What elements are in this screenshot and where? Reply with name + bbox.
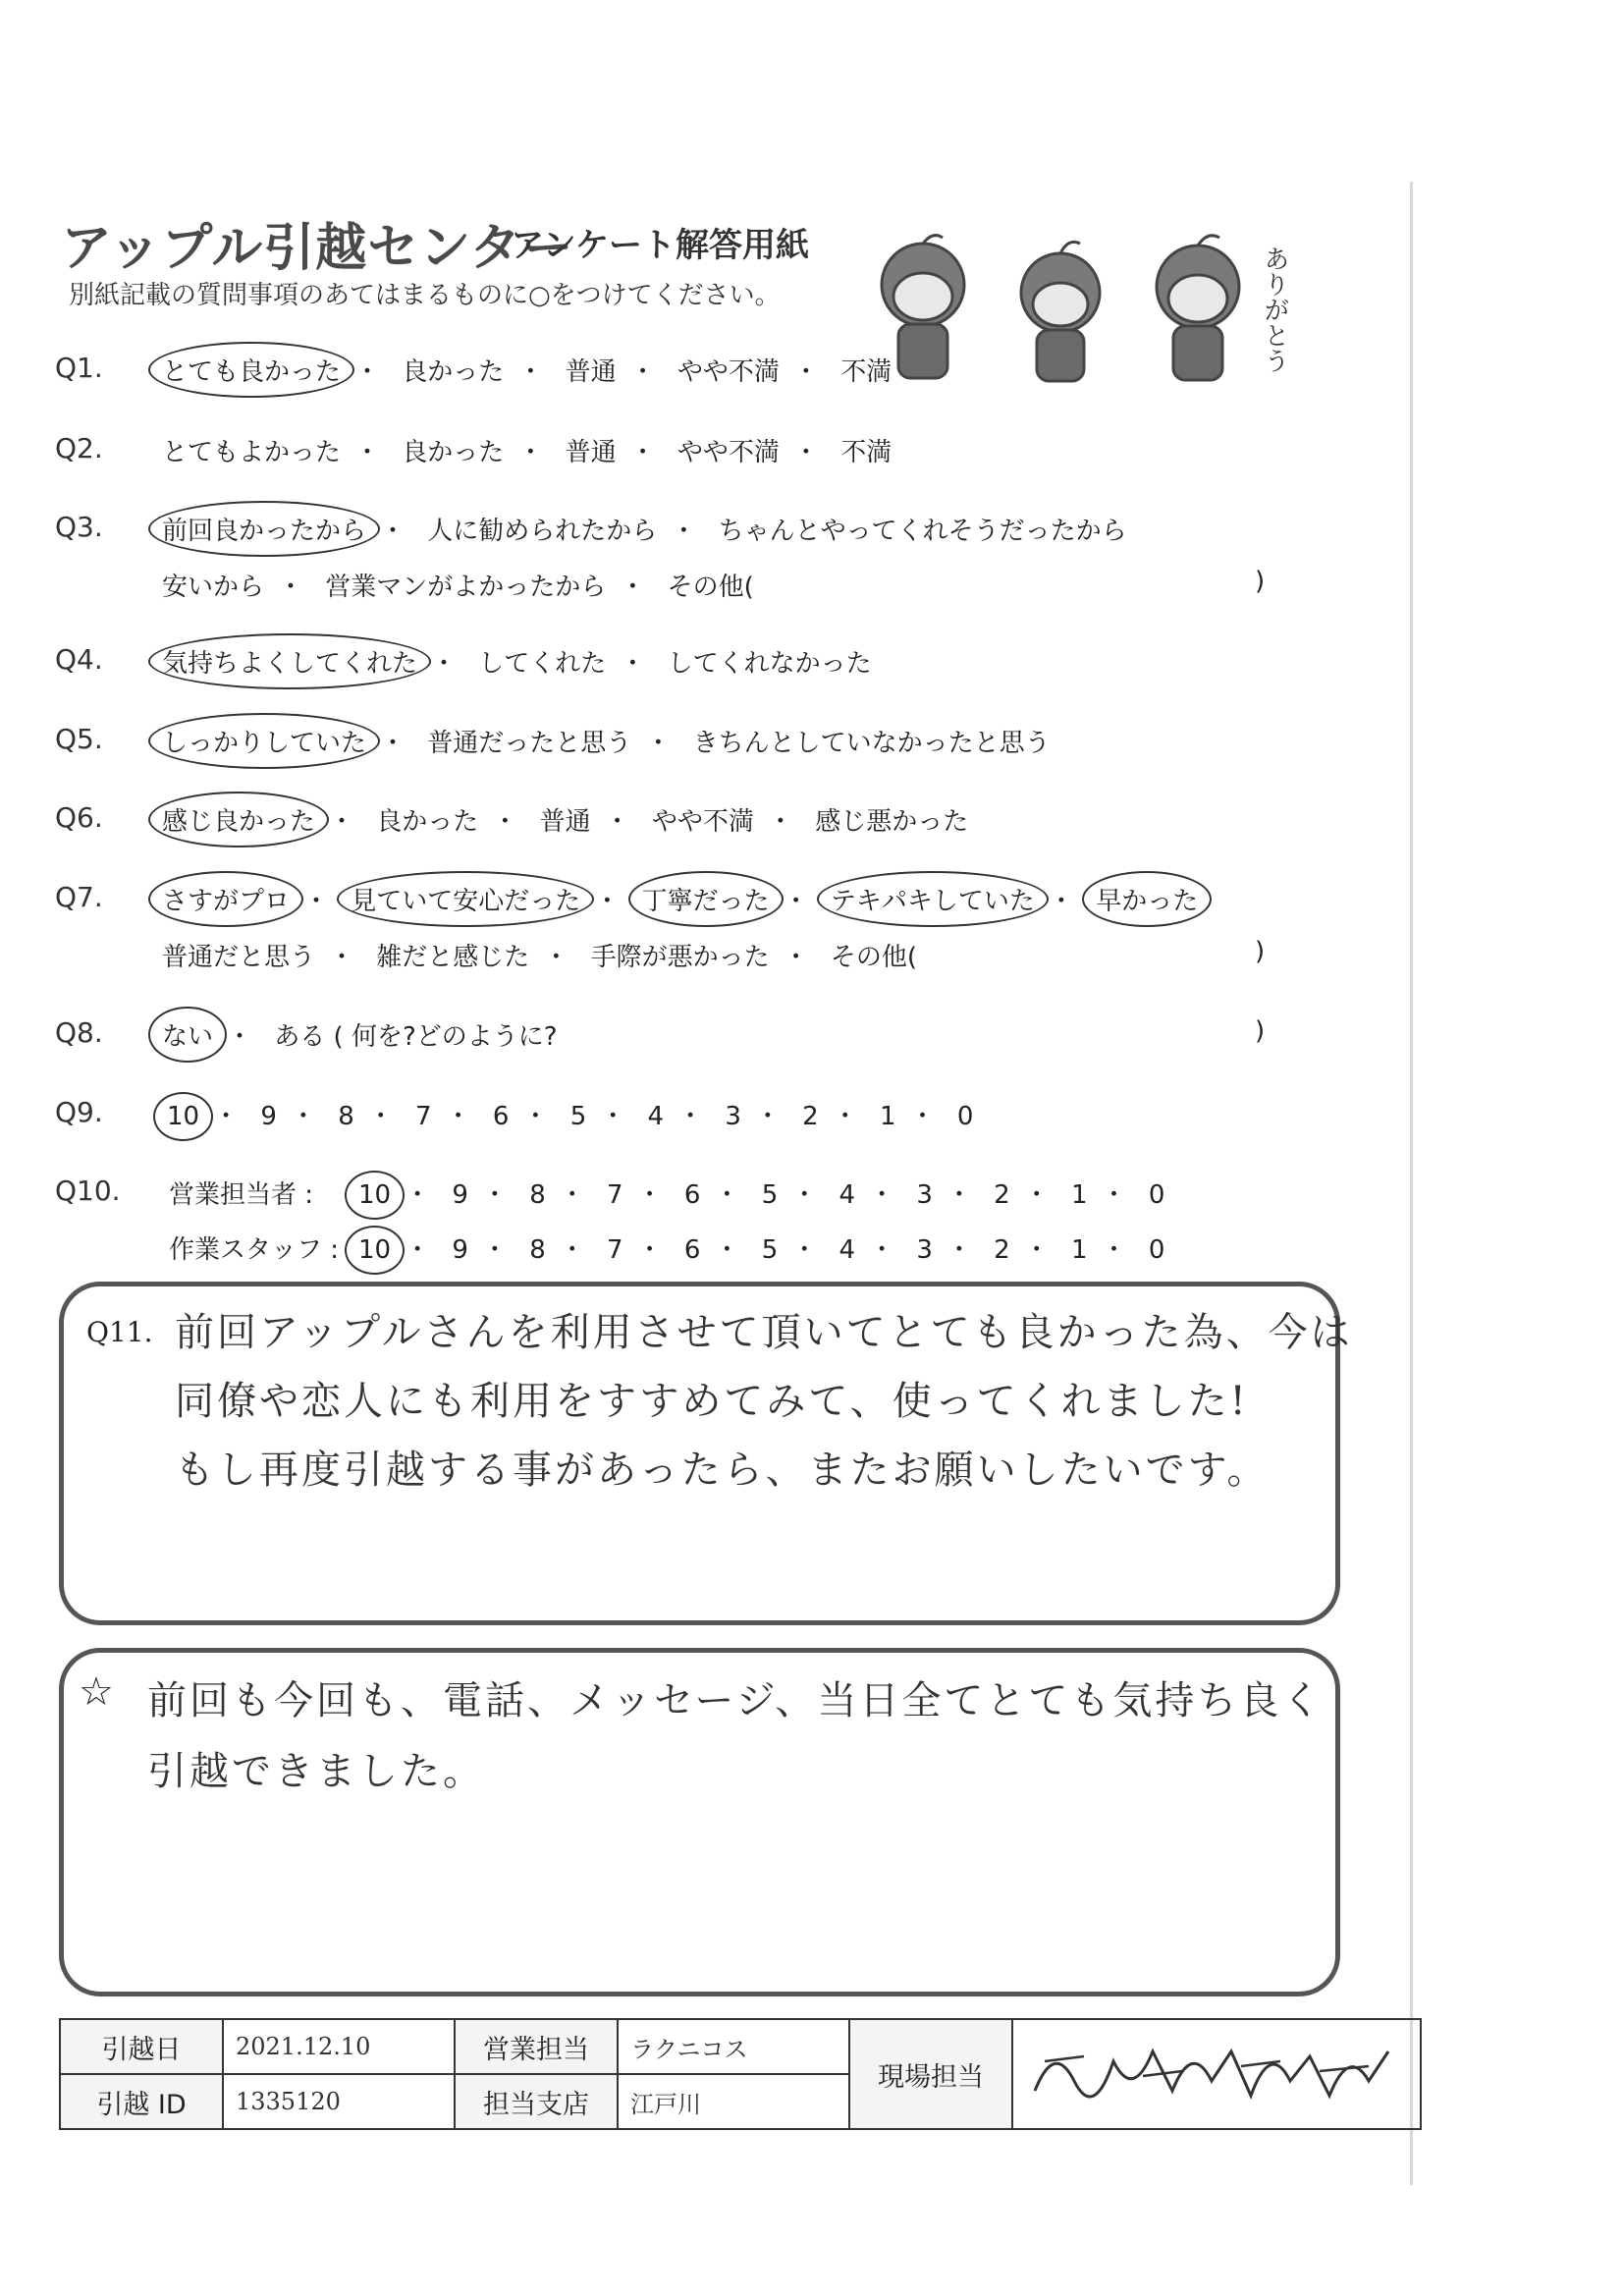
q11-line-2: 同僚や恋人にも利用をすすめてみて、使ってくれました!	[175, 1379, 1249, 1424]
q10-staff-score-9[interactable]: 9	[452, 1235, 468, 1265]
q7-option-2[interactable]: 見ていて安心だった	[351, 881, 580, 917]
q7-option-other[interactable]: その他(	[830, 943, 918, 972]
q9-score-3[interactable]: 3	[725, 1102, 741, 1131]
star-icon: ☆	[79, 1669, 114, 1715]
q10-staff-score-3[interactable]: 3	[916, 1235, 933, 1265]
q3-option-2[interactable]: 人に勧められたから	[427, 517, 658, 546]
move-date-label: 引越日	[60, 2019, 223, 2074]
q10-label: Q10.	[55, 1175, 121, 1207]
mascot-1	[882, 236, 964, 378]
q5-options: しっかりしていた ・ 普通だったと思う ・ きちんとしていなかったと思う	[162, 723, 1051, 759]
q3-options-line1: 前回良かったから ・ 人に勧められたから ・ ちゃんとやってくれそうだったから	[162, 511, 1127, 547]
q10-staff-score-7[interactable]: 7	[607, 1235, 623, 1265]
q1-option-3[interactable]: 普通	[565, 357, 617, 387]
q10-sales-score-9[interactable]: 9	[452, 1180, 468, 1210]
q1-option-4[interactable]: やや不満	[676, 357, 780, 387]
mascot-2	[1021, 242, 1100, 381]
q7-options-line2: 普通だと思う ・ 雑だと感じた ・ 手際が悪かった ・ その他(	[162, 937, 917, 973]
q2-option-1[interactable]: とてもよかった	[162, 438, 342, 467]
q10-sales-score-10[interactable]: 10	[358, 1180, 392, 1210]
q5-option-3[interactable]: きちんとしていなかったと思う	[692, 729, 1051, 758]
q2-option-3[interactable]: 普通	[565, 438, 617, 467]
q7-options-line1: さすがプロ ・ 見ていて安心だった ・ 丁寧だった ・ テキパキしていた ・ 早かった	[162, 881, 1198, 917]
q5-option-1[interactable]: しっかりしていた	[162, 723, 366, 759]
q3-option-3[interactable]: ちゃんとやってくれそうだったから	[718, 517, 1127, 546]
q10-sales-score-3[interactable]: 3	[916, 1180, 933, 1210]
q9-score-7[interactable]: 7	[415, 1102, 432, 1131]
q7-option-7[interactable]: 雑だと感じた	[376, 943, 530, 972]
q9-score-10[interactable]: 10	[167, 1102, 200, 1131]
mascot-3	[1157, 236, 1239, 380]
q7-option-1[interactable]: さすがプロ	[162, 881, 290, 917]
q4-option-2[interactable]: してくれた	[478, 649, 607, 679]
branch-label: 担当支店	[455, 2074, 618, 2129]
q6-option-3[interactable]: 普通	[539, 807, 591, 837]
q9-score-6[interactable]: 6	[492, 1102, 510, 1131]
q8-close-paren: )	[1255, 1016, 1266, 1046]
comment-line-2: 引越できました。	[147, 1749, 485, 1794]
q11-line-3: もし再度引越する事があったら、またお願いしたいです。	[175, 1448, 1270, 1493]
q3-option-1[interactable]: 前回良かったから	[162, 511, 366, 547]
mascot-caption: ありがとう	[1260, 246, 1289, 373]
q2-option-2[interactable]: 良かった	[402, 438, 505, 467]
q6-options: 感じ良かった ・ 良かった ・ 普通 ・ やや不満 ・ 感じ悪かった	[162, 801, 968, 838]
q10-staff-score-1[interactable]: 1	[1071, 1235, 1088, 1265]
q10-staff-score-0[interactable]: 0	[1148, 1235, 1165, 1265]
q9-score-2[interactable]: 2	[802, 1102, 819, 1131]
q10-staff-score-5[interactable]: 5	[761, 1235, 779, 1265]
q10-sales-score-4[interactable]: 4	[839, 1180, 856, 1210]
q10-staff-score-4[interactable]: 4	[839, 1235, 856, 1265]
q3-option-4[interactable]: 安いから	[162, 573, 265, 602]
q8-option-2[interactable]: ある ( 何を?どのように?	[274, 1022, 558, 1052]
q10-staff-label: 作業スタッフ :	[169, 1235, 340, 1265]
q3-close-paren: )	[1255, 567, 1266, 596]
sales-rep-label: 営業担当	[455, 2019, 618, 2074]
company-title: アップル引越センター	[61, 219, 574, 278]
q9-label: Q9.	[55, 1096, 103, 1128]
q6-option-1[interactable]: 感じ良かった	[162, 801, 315, 838]
q7-option-5[interactable]: 早かった	[1096, 881, 1198, 917]
q10-staff-score-8[interactable]: 8	[529, 1235, 546, 1265]
q10-sales-score-8[interactable]: 8	[529, 1180, 546, 1210]
q4-option-3[interactable]: してくれなかった	[667, 649, 872, 679]
instructions: 別紙記載の質問事項のあてはまるものに○をつけてください。	[69, 281, 781, 310]
page-edge-shadow	[1410, 182, 1413, 2185]
signature-scribble	[1025, 2022, 1398, 2120]
q9-score-0[interactable]: 0	[956, 1102, 974, 1131]
q2-label: Q2.	[55, 432, 103, 465]
q9-score-4[interactable]: 4	[647, 1102, 665, 1131]
q2-option-4[interactable]: やや不満	[676, 438, 780, 467]
q2-options: とてもよかった ・ 良かった ・ 普通 ・ やや不満 ・ 不満	[162, 432, 892, 468]
q10-sales-score-2[interactable]: 2	[994, 1180, 1010, 1210]
move-date-value[interactable]: 2021.12.10	[223, 2019, 455, 2074]
q1-option-5[interactable]: 不満	[840, 357, 893, 387]
q4-option-1[interactable]: 気持ちよくしてくれた	[162, 643, 417, 680]
branch-value[interactable]: 江戸川	[618, 2074, 849, 2129]
q5-option-2[interactable]: 普通だったと思う	[427, 729, 632, 758]
q3-option-5[interactable]: 営業マンがよかったから	[325, 573, 607, 602]
sales-rep-value[interactable]: ラクニコス	[618, 2019, 849, 2074]
q10-staff-score-10[interactable]: 10	[358, 1235, 392, 1265]
q7-option-3[interactable]: 丁寧だった	[642, 881, 770, 917]
q1-option-1[interactable]: とても良かった	[162, 352, 341, 388]
q3-option-other[interactable]: その他(	[667, 573, 754, 602]
q7-label: Q7.	[55, 881, 103, 913]
site-staff-label: 現場担当	[849, 2019, 1012, 2129]
q10-sales-scale: 10 ・ 9 ・ 8 ・ 7 ・ 6 ・ 5 ・ 4 ・ 3 ・ 2 ・ 1 ・ 0	[358, 1180, 1165, 1210]
q11-line-1: 前回アップルさんを利用させて頂いてとても良かった為、今は	[175, 1310, 1353, 1355]
q8-label: Q8.	[55, 1016, 103, 1049]
q3-options-line2: 安いから ・ 営業マンがよかったから ・ その他(	[162, 567, 754, 603]
q10-sales-score-6[interactable]: 6	[683, 1180, 701, 1210]
q9-score-8[interactable]: 8	[338, 1102, 354, 1131]
q6-option-2[interactable]: 良かった	[376, 807, 479, 837]
q2-option-5[interactable]: 不満	[840, 438, 893, 467]
q10-sales-score-0[interactable]: 0	[1148, 1180, 1165, 1210]
comment-line-1: 前回も今回も、電話、メッセージ、当日全てとても気持ち良く	[147, 1678, 1325, 1723]
q3-label: Q3.	[55, 511, 103, 543]
q10-staff-scale: 10 ・ 9 ・ 8 ・ 7 ・ 6 ・ 5 ・ 4 ・ 3 ・ 2 ・ 1 ・ 0	[358, 1235, 1165, 1265]
q7-close-paren: )	[1255, 937, 1266, 966]
q4-label: Q4.	[55, 643, 103, 676]
q10-sales-label: 営業担当者 :	[169, 1180, 314, 1210]
q1-option-2[interactable]: 良かった	[402, 357, 505, 387]
q9-scale: 10 ・ 9 ・ 8 ・ 7 ・ 6 ・ 5 ・ 4 ・ 3 ・ 2 ・ 1 ・ 0	[167, 1102, 974, 1131]
q10-sales-score-5[interactable]: 5	[761, 1180, 779, 1210]
q7-option-8[interactable]: 手際が悪かった	[590, 943, 770, 972]
form-title: アンケート解答用紙	[511, 226, 809, 265]
q1-options: とても良かった ・ 良かった ・ 普通 ・ やや不満 ・ 不満	[162, 352, 892, 388]
move-info-table	[59, 2018, 1422, 2130]
q9-score-1[interactable]: 1	[880, 1102, 896, 1131]
q7-option-4[interactable]: テキパキしていた	[831, 881, 1035, 917]
q9-score-5[interactable]: 5	[569, 1102, 587, 1131]
q6-option-5[interactable]: 感じ悪かった	[815, 807, 969, 837]
move-id-label: 引越 ID	[60, 2074, 223, 2129]
q1-label: Q1.	[55, 352, 103, 384]
q10-sales-score-1[interactable]: 1	[1071, 1180, 1088, 1210]
move-id-value[interactable]: 1335120	[223, 2074, 455, 2129]
q10-sales-score-7[interactable]: 7	[607, 1180, 623, 1210]
q11-label: Q11.	[86, 1316, 153, 1348]
q10-staff-score-2[interactable]: 2	[994, 1235, 1010, 1265]
site-staff-signatures[interactable]	[1012, 2019, 1421, 2129]
q7-option-6[interactable]: 普通だと思う	[162, 943, 316, 972]
q10-staff-score-6[interactable]: 6	[683, 1235, 701, 1265]
q4-options: 気持ちよくしてくれた ・ してくれた ・ してくれなかった	[162, 643, 872, 680]
q5-label: Q5.	[55, 723, 103, 755]
q9-score-9[interactable]: 9	[260, 1102, 277, 1131]
q6-label: Q6.	[55, 801, 103, 834]
q6-option-4[interactable]: やや不満	[651, 807, 754, 837]
q8-options: ない ・ ある ( 何を?どのように?	[162, 1016, 558, 1053]
q8-option-1[interactable]: ない	[162, 1016, 213, 1053]
mascot-illustration	[864, 226, 1296, 393]
